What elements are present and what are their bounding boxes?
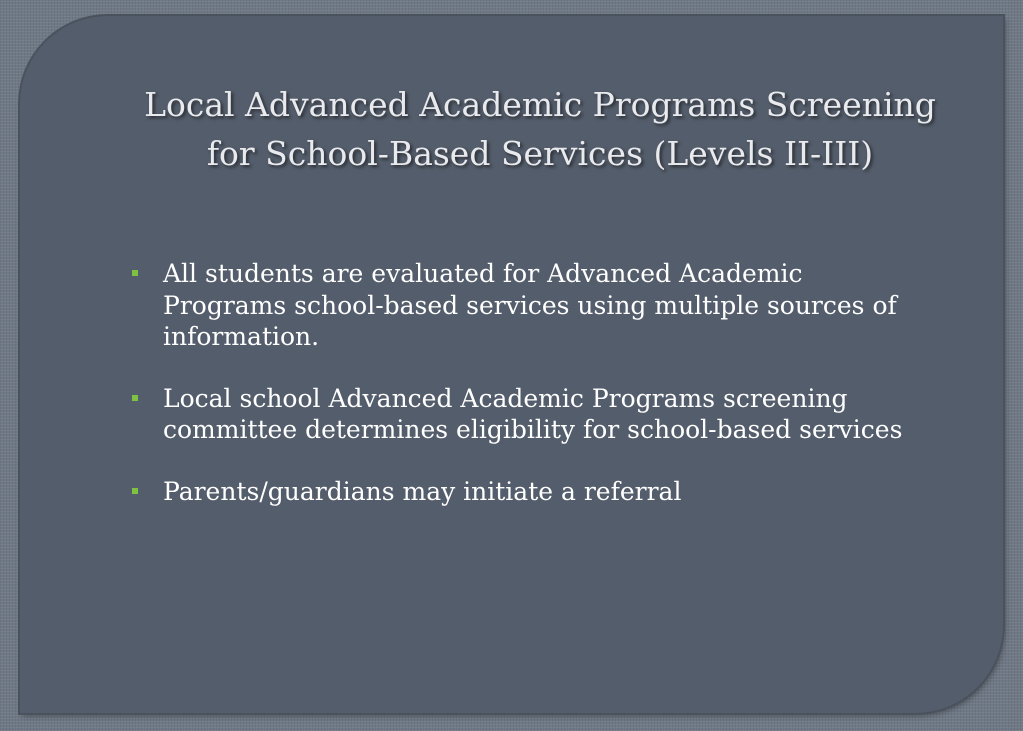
slide-title-line-1: Local Advanced Academic Programs Screening bbox=[144, 85, 936, 124]
bullet-item bbox=[132, 258, 932, 353]
bullet-list bbox=[132, 258, 932, 537]
bullet-item bbox=[132, 476, 932, 508]
slide-title-line-2: for School-Based Services (Levels II-III) bbox=[206, 134, 874, 173]
bullet-text: Local school Advanced Academic Programs screening committee determines eligibility for school-based services bbox=[163, 383, 903, 444]
square-bullet-icon bbox=[132, 270, 138, 276]
slide-title bbox=[90, 80, 990, 178]
bullet-text: All students are evaluated for Advanced Academic Programs school-based services using multiple sources of information. bbox=[163, 259, 897, 351]
square-bullet-icon bbox=[132, 488, 138, 494]
bullet-item bbox=[132, 383, 932, 446]
square-bullet-icon bbox=[132, 395, 138, 401]
bullet-text: Parents/guardians may initiate a referral bbox=[163, 476, 682, 506]
